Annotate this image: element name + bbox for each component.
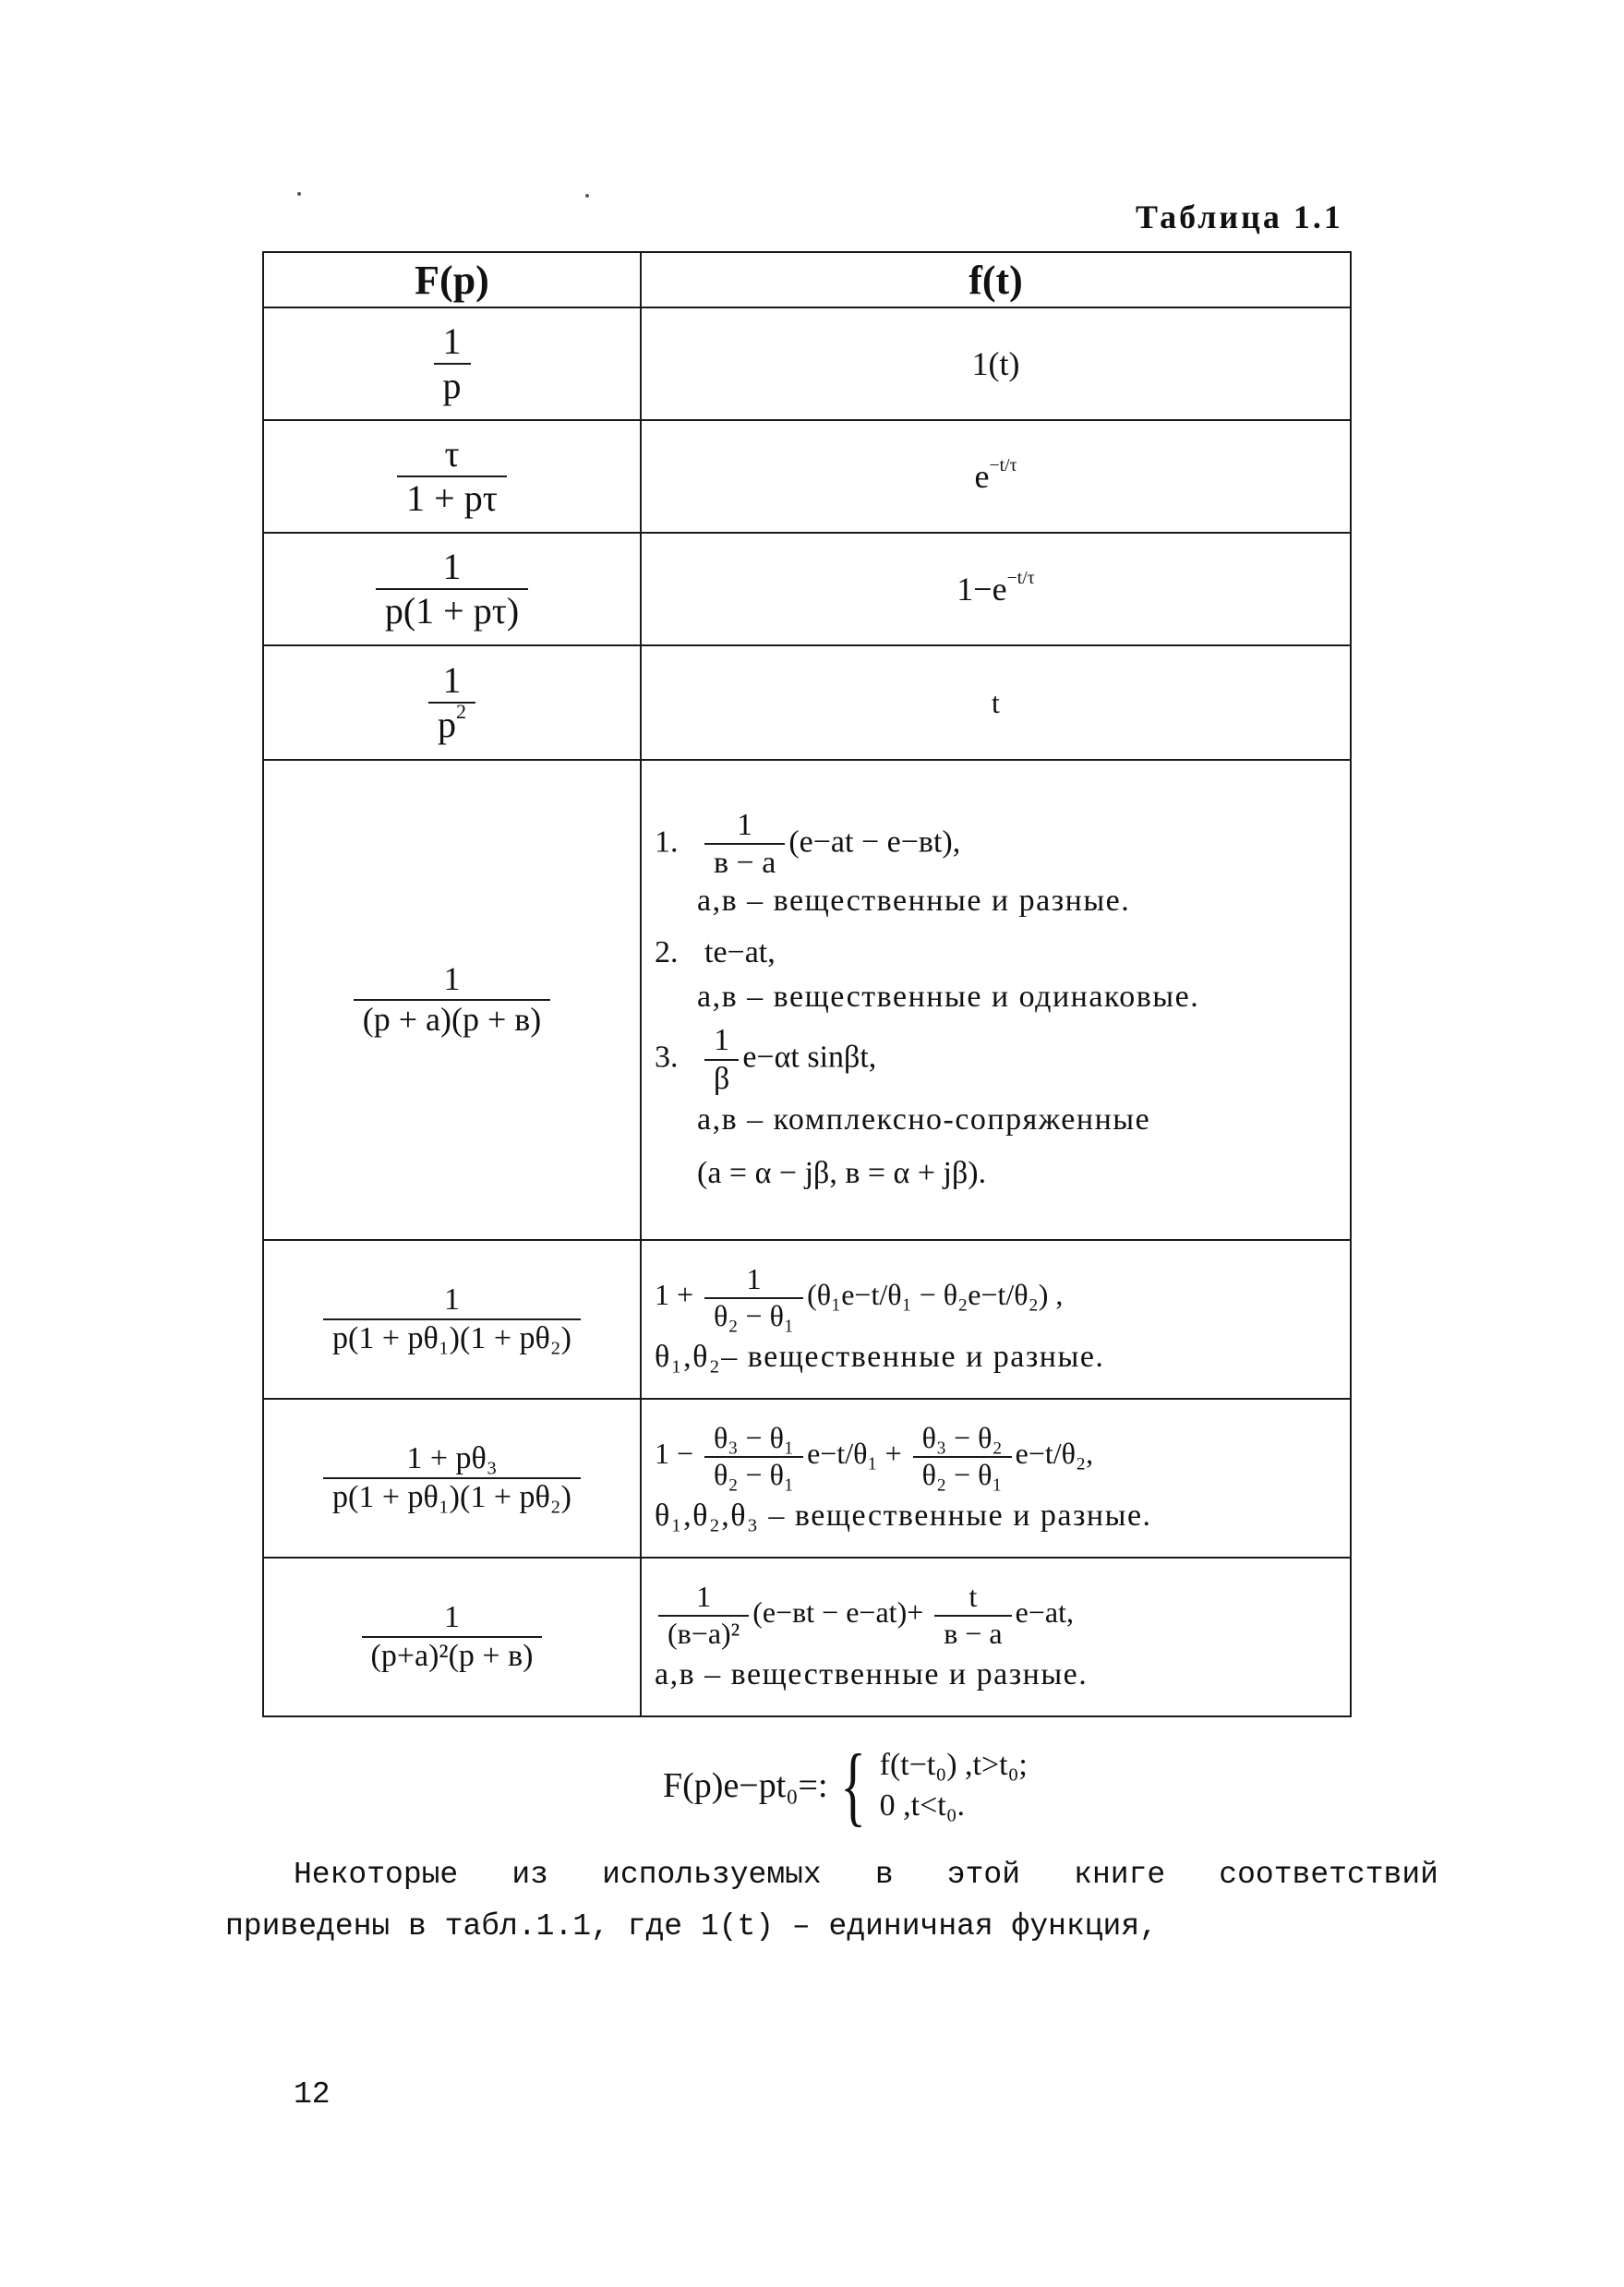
fraction (428, 661, 475, 744)
formula-term: (e−вt − e−at)+ (752, 1595, 924, 1630)
case-3 (655, 1024, 1350, 1095)
numerator: 1 (444, 1600, 460, 1635)
ft-cell: t (641, 645, 1351, 760)
case-condition: (a = α − jβ, в = α + jβ). (697, 1156, 987, 1191)
table-row (263, 1240, 1351, 1399)
denominator: θ₂ − θ₁ (704, 1297, 803, 1332)
ft-cell: 1(t) (641, 307, 1351, 420)
word: соответствий (1219, 1858, 1438, 1892)
equation-case: f(t−t₀) ,t>t₀; (879, 1748, 1028, 1782)
numerator: 1 (444, 1282, 460, 1318)
numerator: 1 (443, 960, 461, 998)
numerator: θ₃ − θ₁ (714, 1421, 795, 1455)
denominator: в − a (704, 843, 785, 880)
case-expression: te−at, (704, 935, 776, 969)
numerator: 1 (714, 1023, 730, 1057)
fp-cell (263, 645, 641, 760)
numerator: 1 (696, 1580, 712, 1614)
case-expression: e−αt sinβt, (742, 1040, 877, 1075)
formula-line (655, 1264, 1350, 1331)
equation-cases (880, 1745, 1028, 1826)
fraction (704, 1423, 803, 1490)
laplace-table (262, 251, 1352, 1717)
fraction (354, 962, 551, 1038)
speck (297, 192, 301, 196)
fraction (704, 809, 785, 880)
table-header-row (263, 252, 1351, 307)
table-row (263, 645, 1351, 760)
denominator: в − a (934, 1615, 1011, 1650)
ft-cell (641, 760, 1351, 1240)
fp-cell (263, 1558, 641, 1716)
page-number: 12 (294, 2077, 331, 2112)
speck (585, 194, 589, 198)
ft-cell (641, 420, 1351, 533)
denominator: 1 + pτ (397, 475, 507, 518)
fraction (319, 1283, 586, 1354)
denominator: θ₂ − θ₁ (704, 1456, 803, 1491)
denominator: p(1 + pθ₁)(1 + pθ₂) (323, 1318, 581, 1355)
case-number: 2. (655, 935, 679, 969)
fp-cell (263, 760, 641, 1240)
fp-cell (263, 420, 641, 533)
formula-description: θ₁,θ₂– вещественные и разные. (655, 1339, 1105, 1374)
numerator: t (968, 1580, 978, 1614)
ft-cell (641, 533, 1351, 645)
formula-description: a,в – вещественные и разные. (655, 1656, 1089, 1691)
ft-exponent: −t/τ (989, 455, 1017, 476)
ft-base: e (974, 458, 990, 495)
formula-term: e−t/θ₂, (1015, 1437, 1094, 1471)
word: Некоторые (294, 1858, 459, 1892)
case-2 (655, 935, 1350, 970)
equation-case: 0 ,t<t₀. (879, 1788, 966, 1824)
fraction (658, 1582, 749, 1649)
fp-cell (263, 1240, 641, 1399)
formula-description: θ₁,θ₂,θ₃ – вещественные и разные. (655, 1498, 1152, 1533)
table-row (263, 760, 1351, 1240)
denominator: p (434, 363, 471, 405)
ft-cell (641, 1240, 1351, 1399)
case-number: 3. (655, 1040, 679, 1075)
numerator: 1 (442, 659, 462, 701)
table-row (263, 420, 1351, 533)
word: из (511, 1858, 548, 1892)
denominator: (в−a)² (658, 1615, 749, 1650)
paragraph-line-1 (294, 1858, 1438, 1892)
ft-cell (641, 1399, 1351, 1558)
case-1 (655, 809, 1350, 880)
fraction (913, 1423, 1012, 1490)
case-description: a,в – вещественные и разные. (697, 884, 1131, 918)
denominator (428, 702, 475, 744)
formula-term: e−t/θ₁ + (807, 1437, 902, 1471)
den-exponent: 2 (456, 700, 466, 724)
table-caption: Таблица 1.1 (1136, 199, 1343, 235)
table-row (263, 1399, 1351, 1558)
fraction (704, 1024, 739, 1095)
numerator: 1 (442, 320, 462, 362)
ft-cell (641, 1558, 1351, 1716)
case-description: a,в – комплексно-сопряженные (697, 1102, 1151, 1137)
denominator: θ₂ − θ₁ (913, 1456, 1012, 1491)
word: этой (946, 1858, 1021, 1892)
fraction (934, 1582, 1011, 1649)
formula-term: e−at, (1015, 1595, 1074, 1630)
formula-expression: (θ₁e−t/θ₁ − θ₂e−t/θ₂) , (807, 1278, 1064, 1312)
fraction (351, 1601, 554, 1672)
brace-icon: { (839, 1735, 866, 1835)
denominator: (p + a)(p + в) (354, 999, 551, 1038)
word: используемых (602, 1858, 822, 1892)
fp-cell (263, 533, 641, 645)
table-row (263, 307, 1351, 420)
table-row (263, 533, 1351, 645)
denominator: p(1 + pθ₁)(1 + pθ₂) (323, 1477, 581, 1514)
numerator: 1 (442, 546, 462, 587)
ft-exponent: −t/τ (1006, 568, 1035, 589)
fraction (379, 435, 526, 518)
fraction (434, 322, 471, 405)
equation-lhs: F(p)e−pt₀=: (663, 1766, 828, 1806)
formula-line (655, 1423, 1350, 1490)
numerator: 1 (746, 1262, 762, 1296)
den-base: p (438, 704, 456, 745)
word: в (874, 1858, 894, 1892)
fp-cell (263, 307, 641, 420)
formula-prefix: 1 + (655, 1278, 694, 1312)
header-fp: F(p) (263, 252, 641, 307)
denominator: p(1 + pτ) (376, 588, 528, 631)
numerator: τ (444, 433, 460, 475)
fraction (319, 1442, 586, 1513)
denominator: (p+a)²(p + в) (362, 1636, 543, 1673)
fraction (704, 1264, 803, 1331)
paragraph-line-2: приведены в табл.1.1, где 1(t) – единичная функция, (225, 1909, 1158, 1944)
denominator: β (704, 1059, 739, 1096)
formula-prefix: 1 − (655, 1437, 694, 1471)
ft-base: 1−e (956, 571, 1007, 608)
numerator: 1 + pθ₃ (406, 1441, 498, 1476)
formula-line (655, 1582, 1350, 1649)
word: книге (1074, 1858, 1166, 1892)
case-description: a,в – вещественные и одинаковые. (697, 980, 1200, 1014)
case-expression: (e−at − e−вt), (788, 825, 961, 860)
numerator: θ₃ − θ₂ (921, 1421, 1003, 1455)
table-row (263, 1558, 1351, 1716)
fraction (374, 548, 531, 631)
header-ft: f(t) (641, 252, 1351, 307)
fp-cell (263, 1399, 641, 1558)
shift-theorem-equation (663, 1735, 1028, 1835)
numerator: 1 (737, 807, 753, 842)
case-number: 1. (655, 825, 679, 860)
